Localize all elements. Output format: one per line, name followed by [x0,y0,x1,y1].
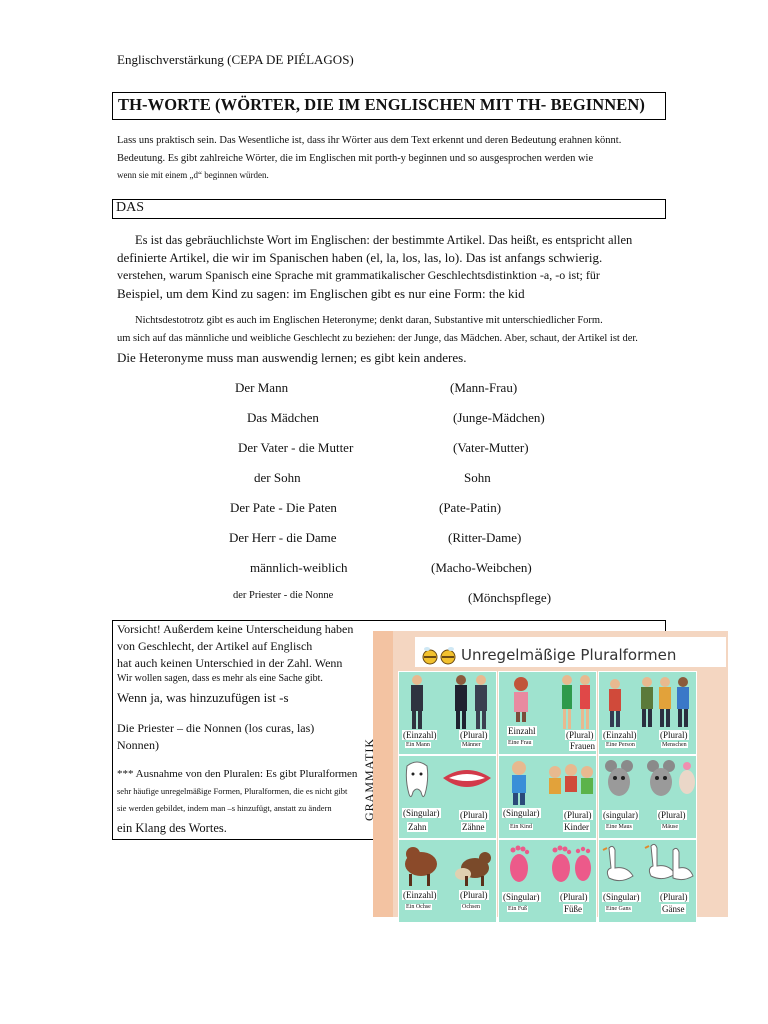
pair-left: Der Herr - die Dame [229,530,337,545]
para1-line-2: definierte Artikel, die wir im Spanischen haben (el, la, los, las, lo). Das ist anfangs schwierig. [117,250,603,265]
child-figures-icon [499,756,596,811]
pair-right: Sohn [464,470,491,485]
cell-label: (Plural) [560,892,588,902]
people-figures-icon [599,672,696,732]
note-line: hat auch keinen Unterschied in der Zahl. Wenn [117,656,343,670]
cell-label: (Plural) [460,730,488,740]
document-header: Englischverstärkung (CEPA DE PIÉLAGOS) [117,52,354,67]
pair-left: der Sohn [254,470,301,485]
pair-left: Das Mädchen [247,410,319,425]
page-title: TH-WORTE (WÖRTER, DIE IM ENGLISCHEN MIT TH- BEGINNEN) [118,95,646,114]
cell-label: (Singular) [503,808,540,818]
plural-infographic [362,631,728,917]
para2-line-3: Die Heteronyme muss man auswendig lernen; es gibt kein anderes. [117,350,467,365]
cell-label: (Einzahl) [403,890,437,900]
cell-word: Eine Maus [606,824,632,830]
note-line: Wir wollen sagen, dass es mehr als eine Sache gibt. [117,673,323,684]
cell-word: Frauen [570,741,595,751]
bee-icon [421,645,457,665]
tooth-icon [399,756,496,811]
cell-label: (Plural) [658,810,686,820]
para2-line-2: um sich auf das männliche und weibliche Geschlecht zu beziehen: der Junge, das Mädchen. Aber, schaut, der Artikel ist der. [117,333,638,344]
cell-label: Einzahl [508,726,536,736]
mouse-icon [599,756,696,811]
infographic-title-bar [415,637,726,667]
infographic-title: Unregelmäßige Pluralformen [461,646,677,664]
grammatik-label: GRAMMATIK [362,737,376,821]
cell-label: (Plural) [460,890,488,900]
goose-icon [599,840,696,895]
pair-right: (Macho-Weibchen) [431,560,532,575]
cell-feet [498,839,597,923]
intro-line-3: wenn sie mit einem „d“ beginnen würden. [117,170,269,180]
cell-word: Ochsen [462,904,480,910]
note-line: Die Priester – die Nonnen (los curas, las) [117,721,315,735]
pair-left: Der Vater - die Mutter [238,440,354,455]
pair-right: (Vater-Mutter) [453,440,529,455]
note-line: sie werden gebildet, indem man –s hinzufügt, anstatt zu ändern [117,803,332,813]
section-heading: DAS [116,200,145,215]
note-line: Wenn ja, was hinzuzufügen ist -s [117,690,289,705]
pair-right: (Ritter-Dame) [448,530,522,545]
footprint-icon [499,840,596,895]
note-line: *** Ausnahme von den Pluralen: Es gibt Pluralformen [117,768,358,780]
cell-geese [598,839,697,923]
cell-label: (Singular) [403,808,440,818]
cell-label: (Singular) [603,892,640,902]
cell-word: Männer [462,742,481,748]
para1-line-3: verstehen, warum Spanisch eine Sprache mit grammatikalischer Geschlechtsdistinktion -a, -o ist; für [117,268,600,282]
para1-line-1: Es ist das gebräuchlichste Wort im Englischen: der bestimmte Artikel. Das heißt, es entspricht allen [135,233,633,247]
cell-word: Ein Ochse [406,904,431,910]
cell-word: Ein Fuß [508,906,528,912]
cell-label: (Plural) [660,892,688,902]
pair-right: (Mönchspflege) [468,590,552,605]
cell-word: Gänse [662,904,685,914]
pair-left: männlich-weiblich [250,560,348,575]
woman-figures-icon [499,672,596,732]
pair-right: (Mann-Frau) [450,380,518,395]
cell-women [498,671,597,755]
note-line: ein Klang des Wortes. [117,821,227,835]
pair-left: Der Pate - Die Paten [230,500,337,515]
pair-left: Der Mann [235,380,289,395]
man-figures-icon [399,672,496,732]
ox-icon [399,840,496,895]
cell-mice [598,755,697,839]
cell-label: (Einzahl) [403,730,437,740]
para1-line-4: Beispiel, um dem Kind zu sagen: im Englischen gibt es nur eine Form: the kid [117,286,525,301]
pair-right: (Junge-Mädchen) [453,410,545,425]
cell-children [498,755,597,839]
cell-word: Eine Frau [508,740,532,746]
para2-line-1: Nichtsdestotrotz gibt es auch im Englischen Heteronyme; denkt daran, Substantive mit unterschiedlicher Form. [135,315,603,326]
cell-word: Zahn [408,822,427,832]
note-line: von Geschlecht, der Artikel auf Englisch [117,639,313,653]
intro-line-1: Lass uns praktisch sein. Das Wesentliche ist, dass ihr Wörter aus dem Text erkennt und deren Bedeutung erahnen könnt. [117,135,622,146]
cell-people [598,671,697,755]
cell-label: (Plural) [460,810,488,820]
note-line: Nonnen) [117,738,159,752]
cell-oxen [398,839,497,923]
pair-left: der Priester - die Nonne [233,590,334,601]
intro-line-2: Bedeutung. Es gibt zahlreiche Wörter, die im Englischen mit porth-y beginnen und so ausgesprochen werden wie [117,153,594,164]
cell-word: Kinder [564,822,589,832]
cell-word: Eine Gans [606,906,631,912]
cell-word: Ein Kind [510,824,532,830]
cell-word: Eine Person [606,742,635,748]
cell-teeth [398,755,497,839]
note-line: sehr häufige unregelmäßige Formen, Pluralformen, die es nicht gibt [117,786,348,796]
cell-word: Menschen [662,742,687,748]
cell-word: Füße [564,904,582,914]
cell-word: Mäuse [662,824,678,830]
cell-word: Ein Mann [406,742,430,748]
cell-label: (Plural) [564,810,592,820]
cell-label: (Plural) [566,730,594,740]
cell-label: (Einzahl) [603,730,637,740]
cell-label: (Singular) [503,892,540,902]
note-line: Vorsicht! Außerdem keine Unterscheidung haben [117,622,354,636]
cell-label: (Plural) [660,730,688,740]
cell-label: (singular) [603,810,638,820]
section-box [112,199,666,219]
cell-men [398,671,497,755]
cell-word: Zähne [462,822,485,832]
pair-right: (Pate-Patin) [439,500,502,515]
